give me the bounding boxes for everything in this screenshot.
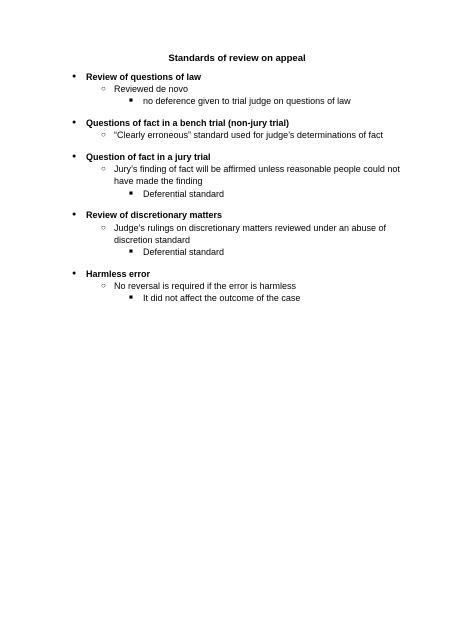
outline-list [0, 71, 474, 314]
filled-circle-bullet-icon: ● [72, 269, 77, 277]
sub-sub-item: Deferential standard [143, 188, 225, 199]
section-heading: Review of questions of law [86, 72, 202, 82]
section-heading: Question of fact in a jury trial [86, 152, 211, 163]
hollow-circle-bullet-icon: ○ [101, 280, 106, 290]
sub-sub-item: Deferential standard [143, 246, 225, 257]
section-discretionary-matters [0, 209, 474, 258]
section-heading: Harmless error [86, 268, 151, 279]
list-item [0, 95, 474, 107]
square-bullet-icon: ■ [129, 97, 133, 105]
list-item [0, 222, 474, 246]
sub-sub-item: It did not affect the outcome of the case [143, 293, 301, 304]
document-title: Standards of review on appeal [168, 53, 306, 64]
list-item [0, 268, 474, 280]
list-item [0, 163, 474, 187]
filled-circle-bullet-icon: ● [72, 73, 77, 80]
section-heading: Questions of fact in a bench trial (non-jury trial) [86, 118, 290, 129]
section-bench-trial [0, 117, 474, 141]
list-item [0, 151, 474, 163]
section-questions-of-law [0, 71, 474, 108]
filled-circle-bullet-icon: ● [72, 119, 77, 127]
hollow-circle-bullet-icon: ○ [101, 164, 106, 174]
hollow-circle-bullet-icon: ○ [101, 130, 106, 140]
list-item [0, 129, 474, 141]
square-bullet-icon: ■ [129, 247, 133, 255]
sub-sub-item: no deference given to trial judge on questions of law [143, 96, 351, 107]
sub-item: Jury’s finding of fact will be affirmed unless reasonable people could not have made the finding [114, 164, 400, 187]
list-item [0, 292, 474, 304]
sub-item: No reversal is required if the error is harmless [114, 280, 297, 291]
sub-item: “Clearly erroneous” standard used for judge’s determinations of fact [114, 130, 383, 141]
sub-item: Judge’s rulings on discretionary matters reviewed under an abuse of discretion standard [114, 222, 386, 245]
square-bullet-icon: ■ [129, 294, 133, 302]
square-bullet-icon: ■ [129, 189, 133, 197]
hollow-circle-bullet-icon: ○ [101, 84, 106, 94]
list-item [0, 71, 474, 83]
list-item [0, 188, 474, 200]
sub-item: Reviewed de novo [114, 84, 189, 95]
list-item [0, 117, 474, 129]
list-item [0, 280, 474, 292]
filled-circle-bullet-icon: ● [72, 153, 77, 161]
section-harmless-error [0, 268, 474, 305]
section-heading: Review of discretionary matters [86, 210, 223, 221]
filled-circle-bullet-icon: ● [72, 211, 77, 219]
hollow-circle-bullet-icon: ○ [101, 222, 106, 232]
section-jury-trial [0, 151, 474, 200]
list-item [0, 209, 474, 221]
list-item [0, 246, 474, 258]
list-item [0, 83, 474, 95]
